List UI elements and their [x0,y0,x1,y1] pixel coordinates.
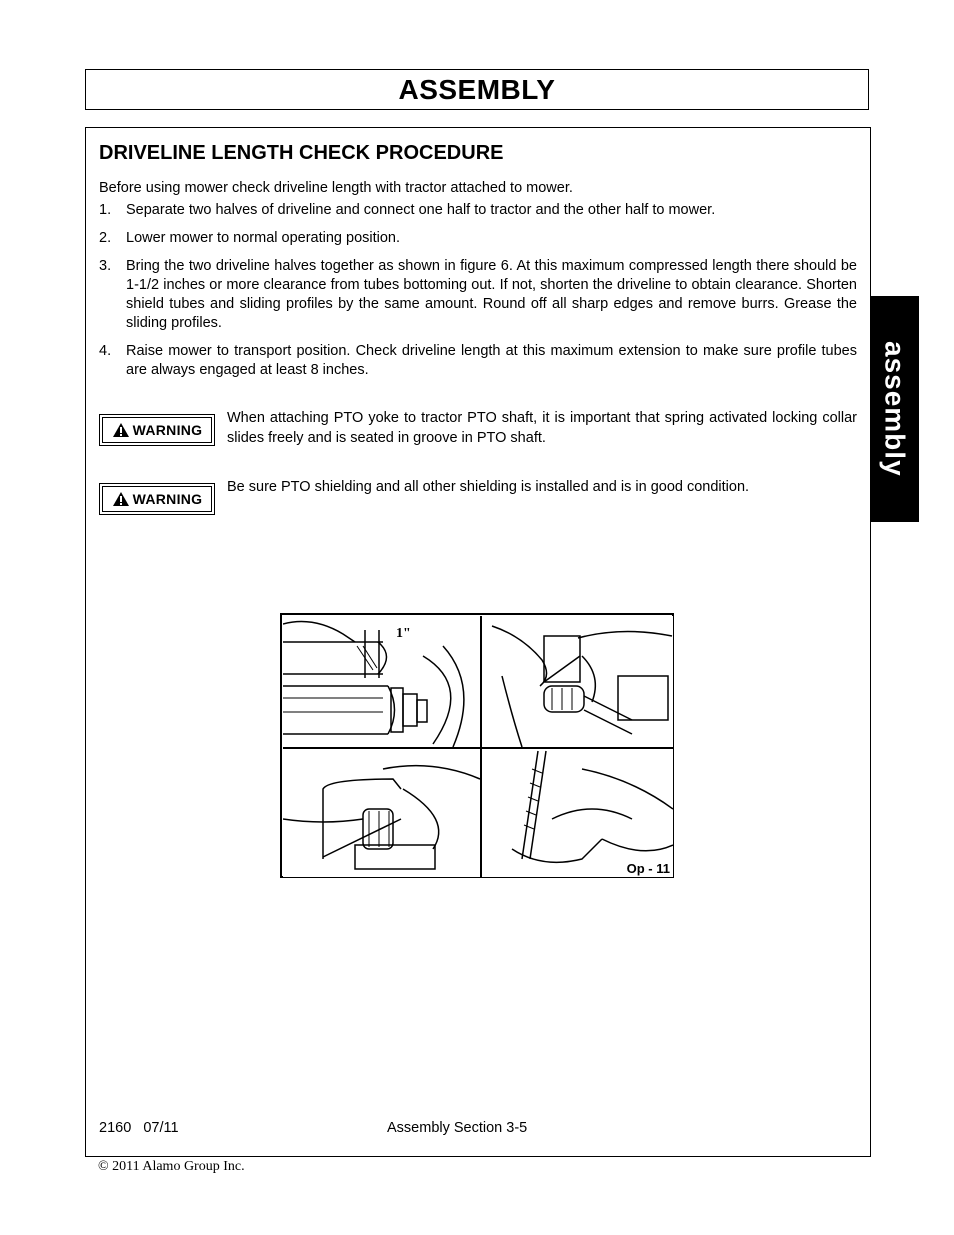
step-item [99,229,857,248]
header-title: ASSEMBLY [398,73,556,105]
warning-triangle-icon [112,491,130,507]
warning-block-shielding [99,477,857,515]
warning-badge [99,414,215,446]
driveline-measure-illustration [283,616,480,747]
figure-panel-cut [482,616,673,749]
warning-label: WARNING [132,422,203,438]
hacksaw-cut-illustration [482,616,673,747]
side-tab [870,296,919,522]
step-number: 1. [99,202,112,218]
dimension-label: 1" [396,626,411,641]
driveline-figure [280,613,674,878]
warning-block-pto-yoke [99,408,857,448]
warning-triangle-icon [112,422,130,438]
step-text: Separate two halves of driveline and connect one half to tractor and the other half to mower. [126,202,716,218]
figure-label: Op - 11 [626,861,670,876]
footer-section: Assembly Section 3-5 [387,1120,528,1136]
warning-badge [99,483,215,515]
step-text: Raise mower to transport position. Check driveline length at this maximum extension to make sure profile tubes are always engaged at least 8 inches. [126,343,857,378]
step-text: Bring the two driveline halves together as shown in figure 6. At this maximum compressed length there should be 1-1/2 inches or more clearance from tubes bottoming out. If not, shorten the driveline to obtain clearance. Shorten shield tubes and sliding profiles by the same amount. Round off all sharp edges and remove burrs. Grease the sliding profiles. [126,258,857,331]
step-item [99,257,857,333]
step-number: 2. [99,230,112,246]
section-heading: DRIVELINE LENGTH CHECK PROCEDURE [99,142,504,164]
step-list [99,201,857,389]
step-number: 3. [99,258,112,274]
step-text: Lower mower to normal operating position. [126,230,401,246]
vise-cut-illustration [283,749,480,877]
figure-panel-file [482,749,673,877]
step-item [99,342,857,380]
file-edges-illustration [482,749,673,877]
figure-panel-measure [283,616,482,749]
step-number: 4. [99,343,112,359]
warning-label: WARNING [132,491,203,507]
figure-panel-vise [283,749,482,877]
footer-model-date: 2160 07/11 [99,1120,179,1136]
warning-text: When attaching PTO yoke to tractor PTO shaft, it is important that spring activated locking collar slides freely and is seated in groove in PTO shaft. [227,410,857,446]
page-header [85,69,869,110]
step-item [99,201,857,220]
intro-text: Before using mower check driveline length with tractor attached to mower. [99,180,573,196]
warning-text: Be sure PTO shielding and all other shielding is installed and is in good condition. [227,479,750,495]
side-tab-label: assembly [879,341,911,477]
content-box [85,127,871,1157]
copyright: © 2011 Alamo Group Inc. [98,1159,245,1174]
